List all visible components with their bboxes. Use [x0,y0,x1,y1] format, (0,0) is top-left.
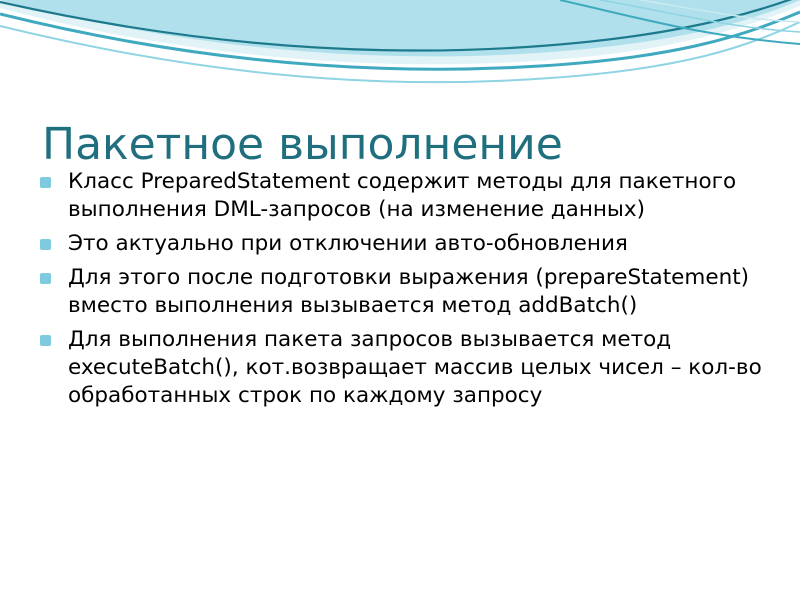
list-item [36,168,772,224]
list-item [36,326,772,410]
bullet-marker-icon [40,335,51,346]
list-item-text: Для этого после подготовки выражения (prepareStatement) вместо выполнения вызывается метод addBatch() [68,264,750,318]
list-item-text: Это актуально при отключении авто-обновления [68,230,628,256]
list-item [36,264,772,320]
page-title: Пакетное выполнение [42,119,563,171]
list-item [36,230,772,258]
teal-wave-banner-decoration [0,0,800,110]
list-item-text: Класс PreparedStatement содержит методы для пакетного выполнения DML-запросов (на изменение данных) [68,169,737,222]
bullet-marker-icon [40,177,51,188]
list-item-text: Для выполнения пакета запросов вызывается метод executeBatch(), кот.возвращает массив целых чисел – кол-во обработанных строк по каждому запросу [68,326,762,408]
bullet-marker-icon [40,273,51,284]
bullet-list [36,168,772,416]
bullet-marker-icon [40,239,51,250]
